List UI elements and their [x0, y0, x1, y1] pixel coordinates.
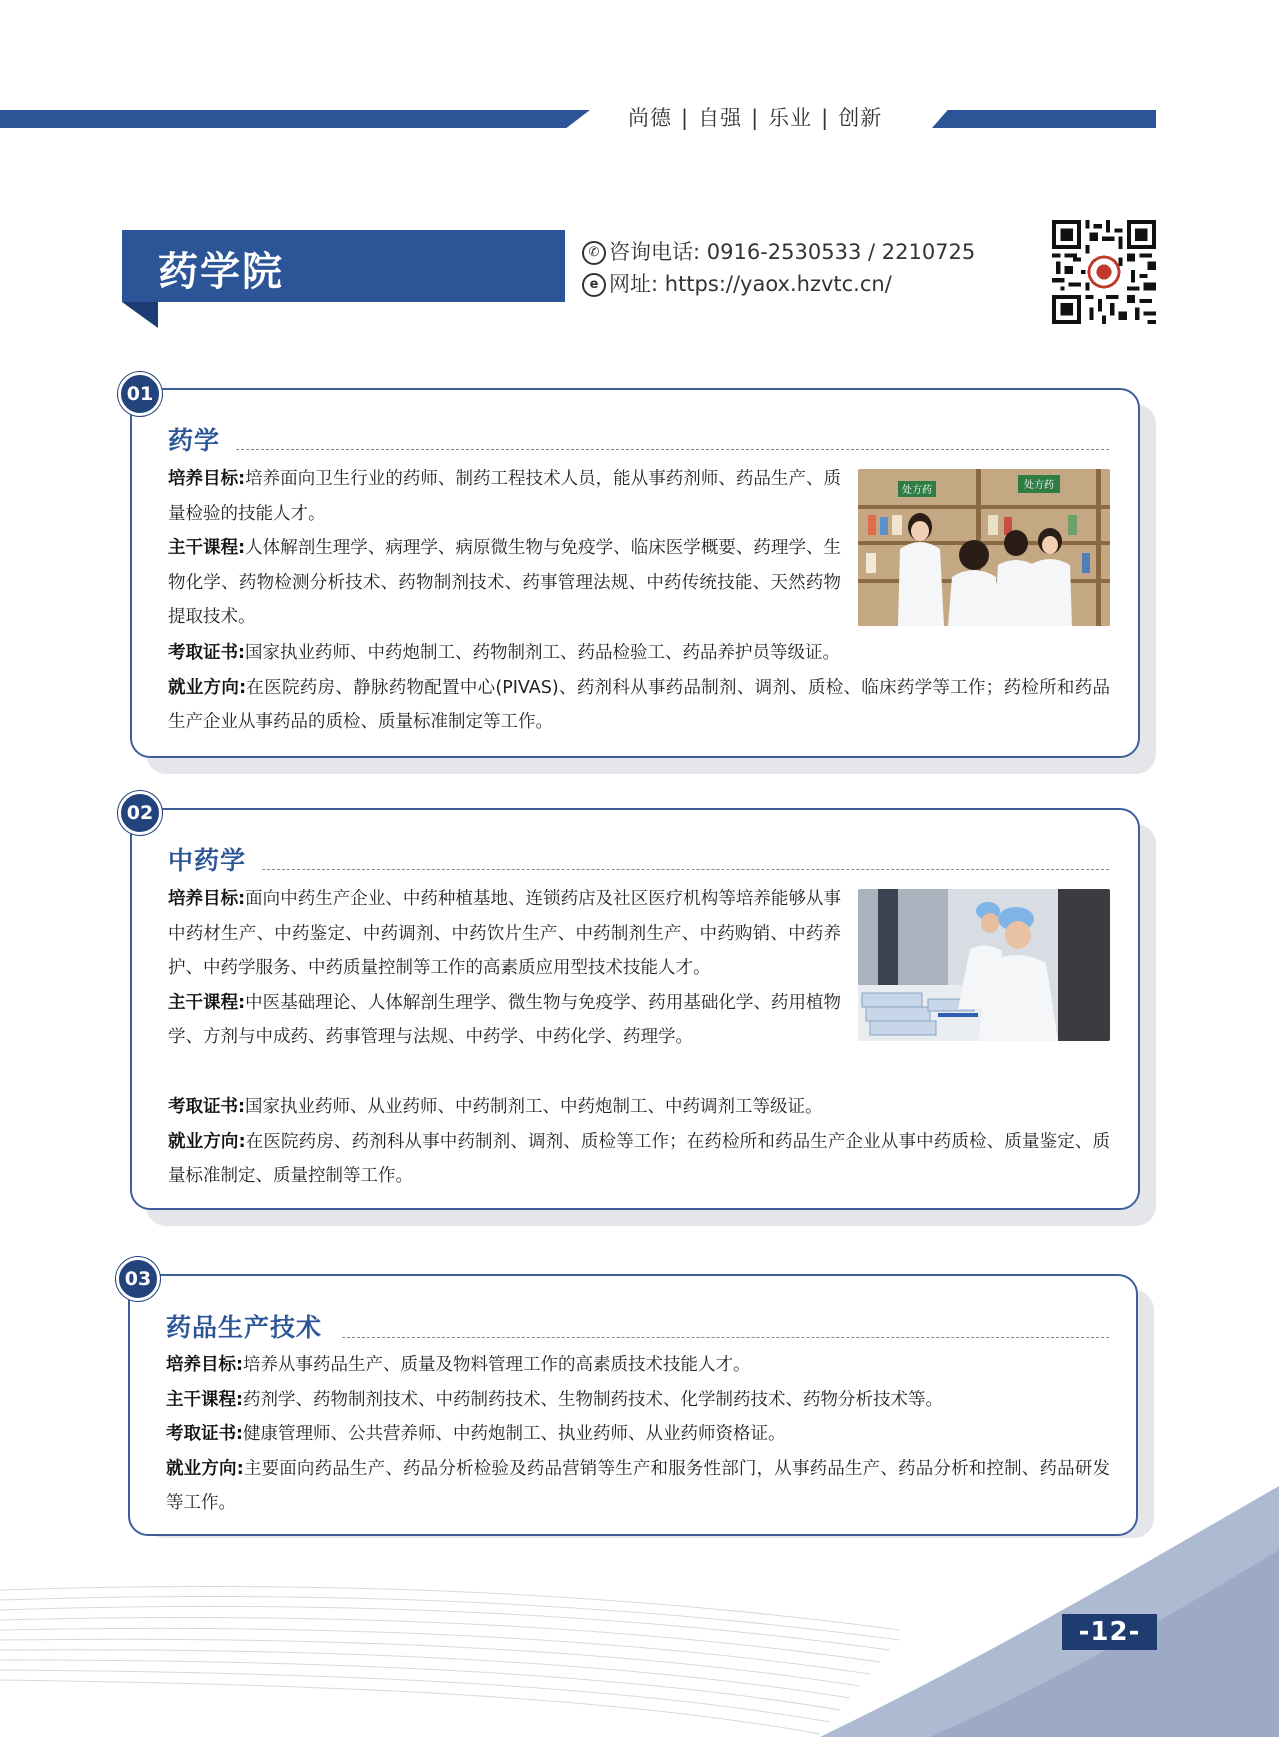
- school-motto: [628, 102, 882, 132]
- item-text: 面向中药生产企业、中药种植基地、连锁药店及社区医疗机构等培养能够从事中药材生产、中药鉴定、中药调剂、中药饮片生产、中药制剂生产、中药购销、中药养护、中药学服务、中药质量控制等工作的高素质应用型技术技能人才。: [168, 889, 842, 978]
- web-label: 网址:: [609, 272, 659, 296]
- section-text: [168, 462, 841, 635]
- item-label: 主干课程:: [168, 538, 246, 558]
- section-number-badge: 03: [116, 1257, 160, 1301]
- browser-icon: e: [582, 273, 606, 297]
- shelf-sign: 处方药: [1024, 480, 1054, 491]
- section-title: 中药学: [168, 846, 247, 875]
- phone-label: 咨询电话:: [609, 240, 701, 264]
- phone-icon: ✆: [582, 241, 606, 265]
- item-text: 培养面向卫生行业的药师、制药工程技术人员，能从事药剂师、药品生产、质量检验的技能人才。: [168, 469, 842, 524]
- item-text: 健康管理师、公共营养师、中药炮制工、执业药师、从业药师资格证。: [243, 1424, 786, 1444]
- item-label: 就业方向:: [166, 1458, 244, 1479]
- department-title: 药学院: [158, 249, 284, 295]
- item-text: 国家执业药师、中药炮制工、药物制剂工、药品检验工、药品养护员等级证。: [245, 643, 840, 663]
- section-text: [168, 882, 841, 1055]
- section-title: 药品生产技术: [166, 1313, 323, 1342]
- page-number: -12-: [1062, 1614, 1157, 1650]
- contact-website: [582, 268, 892, 298]
- item-label: 培养目标:: [168, 889, 246, 909]
- item-text: 国家执业药师、从业药师、中药制剂工、中药炮制工、中药调剂工等级证。: [245, 1097, 823, 1117]
- motto-word: 乐业: [768, 106, 813, 130]
- motto-word: 自强: [698, 106, 743, 130]
- item-label: 考取证书:: [168, 1097, 245, 1117]
- title-divider: [236, 449, 1109, 450]
- qr-code[interactable]: [1052, 220, 1156, 324]
- title-divider: [342, 1337, 1109, 1338]
- item-text: 中医基础理论、人体解剖生理学、微生物与免疫学、药用基础化学、药用植物学、方剂与中成药、药事管理与法规、中药学、中药化学、药理学。: [168, 992, 842, 1047]
- item-label: 主干课程:: [168, 992, 246, 1013]
- motto-separator: |: [751, 106, 760, 130]
- item-label: 考取证书:: [168, 643, 245, 663]
- item-text: 主要面向药品生产、药品分析检验及药品营销等生产和服务性部门，从事药品生产、药品分析和控制、药品研发等工作。: [166, 1458, 1110, 1513]
- phone-number: 0916-2530533 / 2210725: [706, 240, 976, 264]
- website-link[interactable]: https://yaox.hzvtc.cn/: [664, 272, 892, 296]
- decorative-waves: [0, 1440, 1279, 1737]
- motto-word: 创新: [838, 106, 883, 130]
- header-bar-right: [932, 110, 1156, 128]
- banner-fold: [122, 302, 158, 328]
- contact-phone: [582, 236, 975, 266]
- motto-separator: |: [821, 106, 830, 130]
- header-bar-left: [0, 110, 590, 128]
- section-number-badge: 02: [118, 791, 162, 835]
- item-label: 主干课程:: [166, 1389, 243, 1410]
- shelf-sign: 处方药: [902, 485, 932, 496]
- item-text: 在医院药房、静脉药物配置中心(PIVAS)、药剂科从事药品制剂、调剂、质检、临床药学等工作；药检所和药品生产企业从事药品的质检、质量标准制定等工作。: [168, 677, 1110, 732]
- section-text: [168, 636, 1110, 740]
- section-title: 药学: [168, 426, 221, 455]
- motto-separator: |: [681, 106, 690, 130]
- title-divider: [262, 869, 1109, 870]
- item-text: 药剂学、药物制剂技术、中药制药技术、生物制药技术、化学制药技术、药物分析技术等。: [243, 1389, 943, 1410]
- item-text: 培养从事药品生产、质量及物料管理工作的高素质技术技能人才。: [243, 1355, 751, 1375]
- pharmacy-class-photo: [858, 469, 1110, 626]
- item-text: 人体解剖生理学、病理学、病原微生物与免疫学、临床医学概要、药理学、生物化学、药物检测分析技术、药物制剂技术、药事管理法规、中药传统技能、天然药物提取技术。: [168, 538, 842, 627]
- item-label: 就业方向:: [168, 677, 247, 698]
- tcm-lab-photo: [858, 889, 1110, 1041]
- item-label: 就业方向:: [168, 1131, 246, 1152]
- item-label: 考取证书:: [166, 1424, 243, 1444]
- item-label: 培养目标:: [166, 1355, 243, 1375]
- item-text: 在医院药房、药剂科从事中药制剂、调剂、质检等工作；在药检所和药品生产企业从事中药质检、质量鉴定、质量标准制定、质量控制等工作。: [168, 1131, 1111, 1186]
- section-text: [168, 1090, 1110, 1194]
- item-label: 培养目标:: [168, 469, 246, 489]
- section-number-badge: 01: [118, 372, 162, 416]
- motto-word: 尚德: [628, 106, 672, 130]
